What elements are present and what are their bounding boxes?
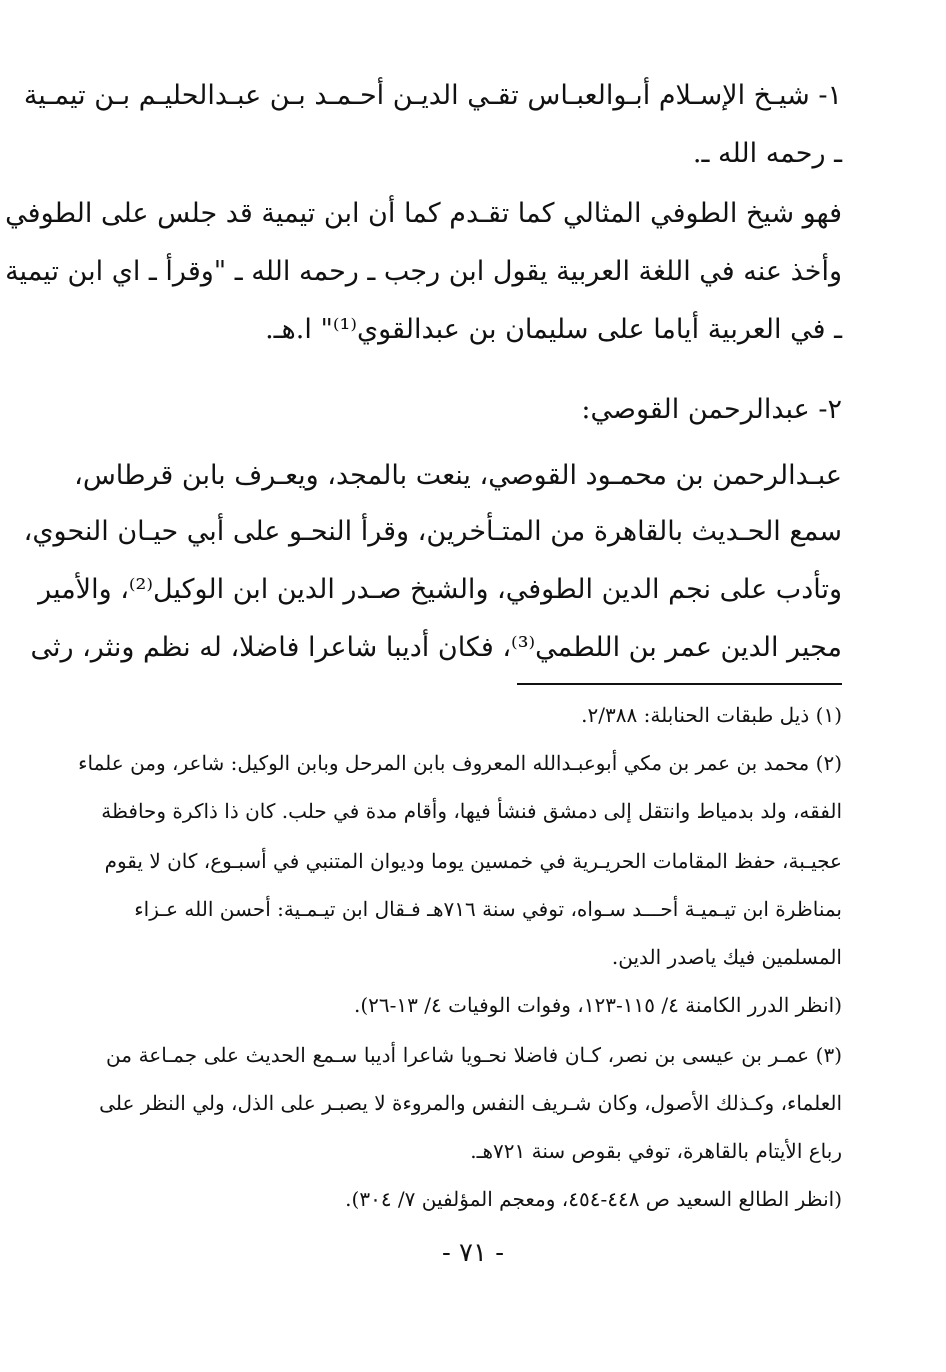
footnote-3-line3: رباع الأيتام بالقاهرة، توفي بقوص سنة ٧٢١هـ. (470, 1139, 842, 1163)
footnote-2-line3: عجيـبة، حفظ المقامات الحريـرية في خمسين يوما وديوان المتنبي في أسبـوع، كان لا يقوم (104, 849, 842, 873)
footnote-2-reference: (انظر الدرر الكامنة ٤/ ١١٥-١٢٣، وفوات الوفيات ٤/ ١٣-٢٦). (354, 993, 842, 1017)
footnote-separator (517, 683, 842, 685)
page-number: - ٧١ - (441, 1238, 505, 1268)
footnote-3-reference: (انظر الطالع السعيد ص ٤٤٨-٤٥٤، ومعجم المؤلفين ٧/ ٣٠٤). (345, 1187, 842, 1211)
section1-para-line1: فهو شيخ الطوفي المثالي كما تقـدم كما أن ابن تيمية قد جلس على الطوفي (5, 198, 842, 229)
footnote-3-line1: (٣) عمـر بن عيسى بن نصر، كـان فاضلا نحـويا شاعرا أديبا سـمع الحديث على جمـاعة من (106, 1043, 842, 1067)
section2-para-line1: عبـدالرحمن بن محمـود القوصي، ينعت بالمجد، ويعـرف بابن قرطاس، (74, 460, 842, 491)
footnote-2-line5: المسلمين فيك ياصدر الدين. (611, 945, 842, 969)
footnote-3-line2: العلماء، وكـذلك الأصول، وكان شـريف النفس والمروءة لا يصبـر على الذل، ولي النظر على (99, 1091, 842, 1115)
section1-para-line2: وأخذ عنه في اللغة العربية يقول ابن رجب ـ رحمه الله ـ "وقرأ ـ اي ابن تيمية (5, 256, 842, 287)
section2-para-line4: مجير الدين عمر بن اللطمي⁽³⁾، فكان أديبا شاعرا فاضلا، له نظم ونثر، رثى (30, 632, 842, 663)
footnote-1: (١) ذيل طبقات الحنابلة: ٢/٣٨٨. (581, 703, 842, 727)
section2-para-line3: وتأدب على نجم الدين الطوفي، والشيخ صـدر الدين ابن الوكيل⁽²⁾، والأمير (38, 574, 842, 605)
footnote-2-line4: بمناظرة ابن تيـميـة أحـــد سـواه، توفي سنة ٧١٦هـ فـقال ابن تيـمـية: أحسن الله عـزاء (134, 897, 842, 921)
section2-para-line2: سمع الحـديث بالقاهرة من المتـأخرين، وقرأ النحـو على أبي حيـان النحوي، (23, 516, 842, 547)
section1-heading-line2: ـ رحمه الله ـ. (692, 138, 842, 169)
footnote-2-line2: الفقه، ولد بدمياط وانتقل إلى دمشق فنشأ فيها، وأقام مدة في حلب. كان ذا ذاكرة وحافظة (101, 799, 842, 823)
section2-heading: ٢- عبدالرحمن القوصي: (581, 394, 842, 425)
footnote-2-line1: (٢) محمد بن عمر بن مكي أبوعبـدالله المعروف بابن المرحل وبابن الوكيل: شاعر، ومن علماء (78, 751, 842, 775)
section1-heading-line1: ١- شيـخ الإسـلام أبـوالعبـاس تقـي الديـن أحـمـد بـن عبـدالحليـم بـن تيمـية (23, 80, 842, 111)
section1-para-line3: ـ في العربية أياما على سليمان بن عبدالقوي⁽¹⁾" ا.هـ. (265, 314, 842, 345)
